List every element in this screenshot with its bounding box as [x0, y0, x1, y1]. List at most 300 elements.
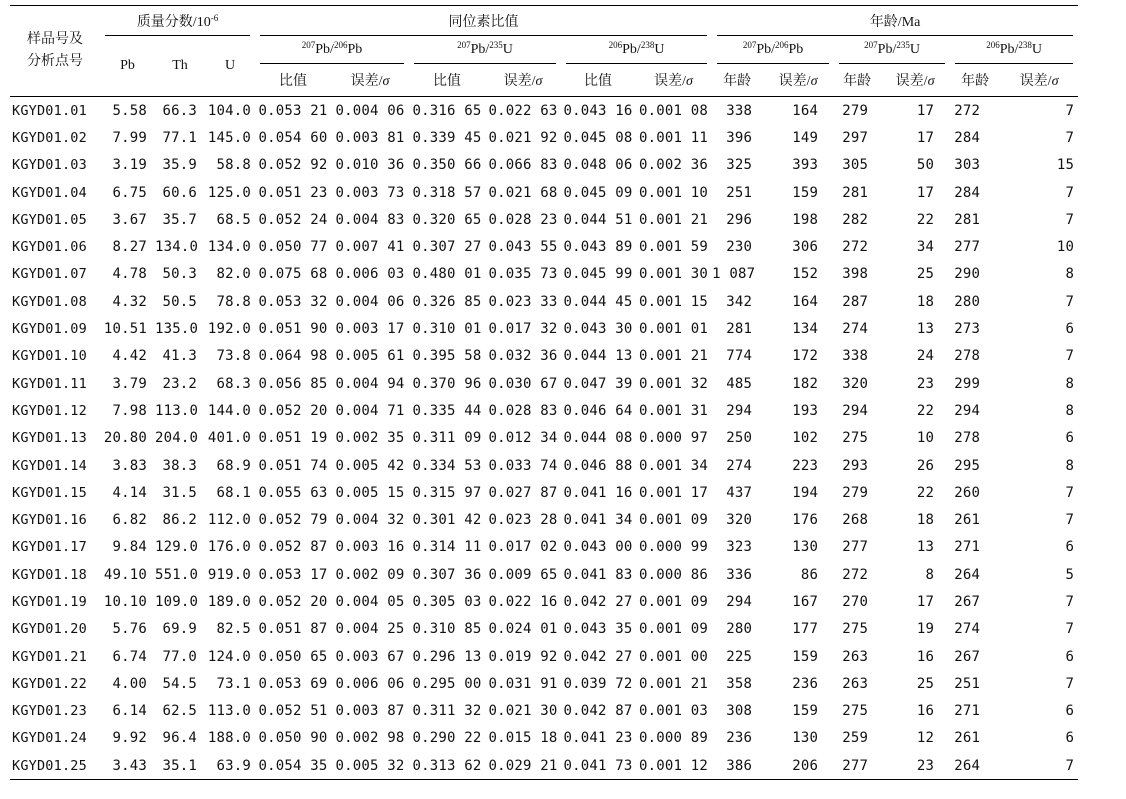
age68-error-cell: 10 — [1056, 239, 1075, 256]
age76-error-cell: 86 — [800, 566, 819, 583]
age76-value-cell: 386 — [726, 757, 753, 774]
pb-value-cell: 49.10 — [103, 566, 147, 583]
age75-error-cell: 23 — [916, 375, 935, 392]
sample-id-cell: KGYD01.24 — [12, 730, 87, 747]
age76-value-cell: 774 — [726, 348, 753, 365]
th-value-cell: 35.1 — [162, 757, 197, 774]
ratio75-value-cell: 0.311 32 — [412, 703, 482, 720]
age68-value-cell: 267 — [954, 593, 981, 610]
ratio-value-header: 比值 — [433, 74, 462, 89]
sample-label-line2: 分析点号 — [27, 54, 83, 69]
ratio68-value-cell: 0.046 88 — [563, 457, 633, 474]
pb-value-cell: 5.58 — [100, 97, 155, 125]
age76-value-cell: 280 — [726, 621, 753, 638]
age75-value-cell: 275 — [842, 621, 869, 638]
ratio75-error-cell: 0.028 23 — [488, 211, 558, 228]
age76-value-cell: 281 — [726, 321, 753, 338]
sample-id-cell: KGYD01.12 — [12, 402, 87, 419]
ratio76-error-cell: 0.003 67 — [335, 648, 405, 665]
age75-value-cell: 277 — [842, 539, 869, 556]
age76-error-cell: 172 — [792, 348, 819, 365]
age-value-header: 年龄 — [723, 74, 752, 89]
ratio68-value-cell: 0.041 16 — [563, 484, 633, 501]
ratio76-value-cell: 0.056 85 — [258, 375, 328, 392]
pb-value-cell: 6.74 — [112, 648, 147, 665]
ratio76-value-cell: 0.051 74 — [258, 457, 328, 474]
ratio68-value-cell: 0.046 64 — [563, 402, 633, 419]
age75-error-cell: 22 — [916, 484, 935, 501]
age68-error-cell: 7 — [1065, 484, 1075, 501]
age68-value-cell: 251 — [954, 675, 981, 692]
ratio68-error-cell: 0.001 59 — [639, 239, 709, 256]
age76-value-cell: 325 — [726, 157, 753, 174]
mass-fraction-exponent: -6 — [210, 13, 219, 23]
age75-value-cell: 263 — [842, 675, 869, 692]
pb-value-cell: 4.14 — [112, 484, 147, 501]
th-value-cell: 109.0 — [155, 593, 199, 610]
table-row — [10, 397, 1078, 424]
th-value-cell: 62.5 — [162, 703, 197, 720]
age75-value-cell: 270 — [842, 593, 869, 610]
ratio68-value-cell: 0.041 83 — [563, 566, 633, 583]
th-value-cell: 77.1 — [162, 129, 197, 146]
pb-value-cell: 3.79 — [112, 375, 147, 392]
ratio68-error-cell: 0.000 99 — [639, 539, 709, 556]
age68-value-cell: 274 — [954, 621, 981, 638]
ratio68-value-cell: 0.041 23 — [563, 730, 633, 747]
ratio68-value-cell: 0.048 06 — [563, 157, 633, 174]
age76-value-cell: 437 — [726, 484, 753, 501]
ratio76-value-cell: 0.050 90 — [258, 730, 328, 747]
age68-value-cell: 264 — [954, 757, 981, 774]
table-row — [10, 206, 1078, 233]
ratio75-value-cell: 0.310 85 — [412, 621, 482, 638]
u-value-cell: 134.0 — [207, 239, 252, 256]
ratio76-value-cell: 0.051 19 — [258, 430, 328, 447]
ratio76-value-cell: 0.051 87 — [258, 621, 328, 638]
age-error-header: 误差/σ — [1019, 74, 1059, 89]
ratio75-value-cell: 0.310 01 — [412, 321, 482, 338]
pb-value-cell: 3.83 — [112, 457, 147, 474]
ratio75-error-cell: 0.066 83 — [488, 157, 558, 174]
age76-error-cell: 167 — [792, 593, 819, 610]
sample-id-cell: KGYD01.02 — [12, 129, 87, 146]
age-pb207-pb206-header: $^{207}$Pb/$^{206}$Pb — [712, 36, 834, 64]
sample-id-cell: KGYD01.21 — [12, 648, 87, 665]
ratio75-error-cell: 0.021 30 — [488, 703, 558, 720]
age76-value-cell: 358 — [726, 675, 753, 692]
age68-value-cell: 278 — [954, 430, 981, 447]
age68-value-cell: 278 — [954, 348, 981, 365]
ratio68-error-cell: 0.000 97 — [639, 430, 709, 447]
ratio76-error-cell: 0.004 25 — [335, 621, 405, 638]
ratio-pb207-u235-header: $^{207}$Pb/$^{235}$U — [409, 36, 561, 64]
age76-value-cell: 485 — [726, 375, 753, 392]
ratio75-value-cell: 0.480 01 — [412, 266, 482, 283]
age76-error-cell: 182 — [792, 375, 819, 392]
u-value-cell: 188.0 — [207, 730, 252, 747]
age75-value-cell: 275 — [842, 430, 869, 447]
age68-value-cell: 261 — [954, 730, 981, 747]
ratio68-value-cell: 0.045 09 — [563, 184, 633, 201]
ratio68-error-cell: 0.001 09 — [639, 593, 709, 610]
pb-value-cell: 7.99 — [112, 129, 147, 146]
ratio76-error-cell: 0.004 06 — [335, 293, 405, 310]
u-value-cell: 125.0 — [207, 184, 252, 201]
age-value-header: 年龄 — [843, 74, 872, 89]
ratio68-value-cell: 0.043 30 — [563, 321, 633, 338]
ratio75-value-cell: 0.290 22 — [412, 730, 482, 747]
ratio68-error-cell: 0.001 31 — [639, 402, 709, 419]
age68-error-cell: 7 — [1065, 621, 1075, 638]
u-value-cell: 104.0 — [205, 97, 255, 125]
sample-id-cell: KGYD01.13 — [12, 430, 87, 447]
ratio75-error-cell: 0.027 87 — [488, 484, 558, 501]
ratio76-value-cell: 0.052 79 — [258, 512, 328, 529]
ratio68-error-cell: 0.001 11 — [639, 129, 709, 146]
pb-value-cell: 3.43 — [112, 757, 147, 774]
age68-value-cell: 303 — [954, 157, 981, 174]
age68-error-cell: 6 — [1065, 703, 1075, 720]
sample-id-cell: KGYD01.01 — [10, 97, 100, 125]
ratio75-error-cell: 0.009 65 — [488, 566, 558, 583]
age68-value-cell: 271 — [954, 703, 981, 720]
table-row — [10, 124, 1078, 151]
age76-error-cell: 149 — [792, 129, 819, 146]
age75-error-cell: 16 — [916, 703, 935, 720]
age68-value-cell: 290 — [954, 266, 981, 283]
ratio76-value-cell: 0.053 69 — [258, 675, 328, 692]
age75-value-cell: 297 — [842, 129, 869, 146]
age76-error-cell: 164 — [792, 293, 819, 310]
pb-value-cell: 9.84 — [112, 539, 147, 556]
table-row — [10, 261, 1078, 288]
ratio76-error-cell: 0.003 17 — [335, 321, 405, 338]
ratio68-value-cell: 0.047 39 — [563, 375, 633, 392]
age76-error-cell: 130 — [792, 539, 819, 556]
age76-error-cell: 194 — [792, 484, 819, 501]
ratio76-error-cell: 0.004 83 — [335, 211, 405, 228]
age68-error-cell: 6 — [1065, 539, 1075, 556]
u-value-cell: 73.1 — [216, 675, 252, 692]
ratio75-error-cell: 0.021 92 — [488, 129, 558, 146]
u-value-cell: 68.1 — [216, 484, 252, 501]
pb-value-cell: 6.75 — [112, 184, 147, 201]
ratio68-value-cell: 0.042 27 — [563, 648, 633, 665]
ratio76-error-cell: 0.004 05 — [335, 593, 405, 610]
table-row — [10, 670, 1078, 697]
age68-value-cell: 261 — [954, 512, 981, 529]
th-value-cell: 551.0 — [155, 566, 199, 583]
table-row — [10, 534, 1078, 561]
sample-id-cell: KGYD01.19 — [12, 593, 87, 610]
age68-error-cell: 8 — [1065, 402, 1075, 419]
ratio76-error-cell: 0.003 73 — [335, 184, 405, 201]
pb-value-cell: 6.14 — [112, 703, 147, 720]
age75-value-cell: 272 — [842, 239, 869, 256]
sample-id-cell: KGYD01.22 — [12, 675, 87, 692]
pb-value-cell: 6.82 — [112, 512, 147, 529]
ratio-value-header: 比值 — [279, 74, 308, 89]
isotope-ratio-group-header: 同位素比值 — [255, 6, 712, 37]
age75-error-cell: 22 — [916, 402, 935, 419]
ratio76-error-cell: 0.003 16 — [335, 539, 405, 556]
ratio-pb206-u238-header: $^{206}$Pb/$^{238}$U — [561, 36, 712, 64]
ratio76-error-cell: 0.005 32 — [335, 757, 405, 774]
ratio76-error-cell: 0.003 87 — [335, 703, 405, 720]
age68-value-cell: 264 — [954, 566, 981, 583]
age76-value-cell: 338 — [712, 97, 762, 125]
ratio75-error-cell: 0.035 73 — [488, 266, 558, 283]
ratio76-value-cell: 0.053 21 — [255, 97, 331, 125]
sample-id-cell: KGYD01.08 — [12, 293, 87, 310]
table-body — [10, 97, 1078, 780]
age76-value-cell: 294 — [726, 402, 753, 419]
ratio76-value-cell: 0.052 87 — [258, 539, 328, 556]
ratio75-value-cell: 0.305 03 — [412, 593, 482, 610]
age76-error-cell: 176 — [792, 512, 819, 529]
table-row — [10, 315, 1078, 342]
u-value-cell: 144.0 — [207, 402, 252, 419]
ratio76-value-cell: 0.064 98 — [258, 348, 328, 365]
ratio68-error-cell: 0.002 36 — [639, 157, 709, 174]
ratio68-error-cell: 0.001 12 — [639, 757, 709, 774]
u-value-cell: 68.9 — [216, 457, 252, 474]
age75-value-cell: 398 — [842, 266, 869, 283]
table-header — [10, 6, 1078, 97]
age76-error-cell: 393 — [792, 157, 819, 174]
age75-error-cell: 12 — [916, 730, 935, 747]
pb-value-cell: 3.19 — [112, 157, 147, 174]
ratio68-value-cell: 0.044 08 — [563, 430, 633, 447]
age68-error-cell: 7 — [1065, 593, 1075, 610]
ratio68-value-cell: 0.044 45 — [563, 293, 633, 310]
age76-value-cell: 294 — [726, 593, 753, 610]
ratio68-value-cell: 0.043 16 — [561, 97, 635, 125]
age-error-header: 误差/σ — [895, 74, 935, 89]
ratio75-error-cell: 0.033 74 — [488, 457, 558, 474]
age76-value-cell: 336 — [726, 566, 753, 583]
ratio76-error-cell: 0.004 71 — [335, 402, 405, 419]
table-row — [10, 698, 1078, 725]
ratio68-error-cell: 0.001 21 — [639, 348, 709, 365]
u-value-cell: 112.0 — [207, 512, 252, 529]
age76-value-cell: 236 — [726, 730, 753, 747]
age75-value-cell: 275 — [842, 703, 869, 720]
table-row — [10, 233, 1078, 260]
age75-value-cell: 305 — [842, 157, 869, 174]
age68-value-cell: 267 — [954, 648, 981, 665]
mass-fraction-group-header — [100, 6, 255, 37]
age76-error-cell: 152 — [792, 266, 819, 283]
ratio68-error-cell: 0.001 10 — [639, 184, 709, 201]
ratio76-value-cell: 0.050 77 — [258, 239, 328, 256]
ratio75-value-cell: 0.307 36 — [412, 566, 482, 583]
u-value-cell: 113.0 — [207, 703, 252, 720]
ratio75-value-cell: 0.301 42 — [412, 512, 482, 529]
age68-error-cell: 8 — [1065, 266, 1075, 283]
pb-value-cell: 7.98 — [112, 402, 147, 419]
ratio68-error-cell: 0.001 21 — [639, 675, 709, 692]
table-row — [10, 343, 1078, 370]
ratio76-value-cell: 0.052 20 — [258, 593, 328, 610]
age75-value-cell: 279 — [834, 97, 880, 125]
ratio75-error-cell: 0.029 21 — [488, 757, 558, 774]
ratio68-value-cell: 0.041 34 — [563, 512, 633, 529]
age75-value-cell: 274 — [842, 321, 869, 338]
age-pb206-u238-header: $^{206}$Pb/$^{238}$U — [950, 36, 1078, 64]
ratio68-value-cell: 0.043 89 — [563, 239, 633, 256]
table-row — [10, 97, 1078, 125]
age68-error-cell: 8 — [1065, 457, 1075, 474]
table-row — [10, 479, 1078, 506]
age76-error-cell: 134 — [792, 321, 819, 338]
age76-value-cell: 1 087 — [712, 266, 756, 283]
ratio75-value-cell: 0.334 53 — [412, 457, 482, 474]
ratio68-error-cell: 0.001 30 — [639, 266, 709, 283]
sample-id-cell: KGYD01.16 — [12, 512, 87, 529]
ratio68-error-cell: 0.001 21 — [639, 211, 709, 228]
ratio76-error-cell: 0.004 06 — [331, 97, 409, 125]
sample-id-cell: KGYD01.17 — [12, 539, 87, 556]
sample-id-cell: KGYD01.07 — [12, 266, 87, 283]
age75-error-cell: 17 — [880, 97, 950, 125]
sample-id-cell: KGYD01.10 — [12, 348, 87, 365]
ratio75-value-cell: 0.318 57 — [412, 184, 482, 201]
table-row — [10, 179, 1078, 206]
ratio75-value-cell: 0.395 58 — [412, 348, 482, 365]
pb-value-cell: 4.00 — [112, 675, 147, 692]
age75-error-cell: 22 — [916, 211, 935, 228]
age-value-header: 年龄 — [961, 74, 990, 89]
age76-error-cell: 159 — [792, 184, 819, 201]
ratio75-value-cell: 0.350 66 — [412, 157, 482, 174]
age68-error-cell: 7 — [1065, 512, 1075, 529]
ratio68-value-cell: 0.043 00 — [563, 539, 633, 556]
sample-id-cell: KGYD01.14 — [12, 457, 87, 474]
age68-error-cell: 7 — [1065, 129, 1075, 146]
ratio75-error-cell: 0.021 68 — [488, 184, 558, 201]
age68-value-cell: 273 — [954, 321, 981, 338]
ratio76-value-cell: 0.075 68 — [258, 266, 328, 283]
u-value-cell: 919.0 — [207, 566, 252, 583]
age76-error-cell: 177 — [792, 621, 819, 638]
ratio75-error-cell: 0.028 83 — [488, 402, 558, 419]
age68-value-cell: 294 — [954, 402, 981, 419]
ratio76-value-cell: 0.052 92 — [258, 157, 328, 174]
u-value-cell: 82.5 — [216, 621, 252, 638]
age68-error-cell: 7 — [1065, 293, 1075, 310]
table-row — [10, 616, 1078, 643]
age-group-header: 年龄/Ma — [712, 6, 1078, 37]
age68-error-cell: 5 — [1065, 566, 1075, 583]
ratio76-value-cell: 0.050 65 — [258, 648, 328, 665]
ratio76-error-cell: 0.002 98 — [335, 730, 405, 747]
pb-header: Pb — [120, 58, 135, 73]
sample-id-cell: KGYD01.23 — [12, 703, 87, 720]
ratio75-error-cell: 0.019 92 — [488, 648, 558, 665]
age76-value-cell: 250 — [726, 430, 753, 447]
sample-id-cell: KGYD01.15 — [12, 484, 87, 501]
ratio-error-header: 误差/σ — [654, 74, 693, 89]
pb-value-cell: 4.42 — [112, 348, 147, 365]
age68-error-cell: 7 — [1065, 211, 1075, 228]
ratio75-error-cell: 0.031 91 — [488, 675, 558, 692]
age68-error-cell: 6 — [1065, 321, 1075, 338]
sample-id-cell: KGYD01.06 — [12, 239, 87, 256]
th-value-cell: 113.0 — [155, 402, 199, 419]
sample-id-cell: KGYD01.05 — [12, 211, 87, 228]
age75-error-cell: 18 — [916, 293, 935, 310]
u-value-cell: 73.8 — [216, 348, 252, 365]
age76-error-cell: 236 — [792, 675, 819, 692]
table-row — [10, 425, 1078, 452]
age-pb207-u235-header: $^{207}$Pb/$^{235}$U — [834, 36, 950, 64]
table-row — [10, 561, 1078, 588]
ratio76-value-cell: 0.053 32 — [258, 293, 328, 310]
ratio76-error-cell: 0.004 94 — [335, 375, 405, 392]
age75-error-cell: 34 — [916, 239, 935, 256]
age68-value-cell: 295 — [954, 457, 981, 474]
th-value-cell: 86.2 — [162, 512, 197, 529]
age75-error-cell: 10 — [916, 430, 935, 447]
ratio76-error-cell: 0.006 03 — [335, 266, 405, 283]
age75-error-cell: 23 — [916, 757, 935, 774]
ratio76-error-cell: 0.006 06 — [335, 675, 405, 692]
sample-id-cell: KGYD01.11 — [12, 375, 87, 392]
u-value-cell: 68.5 — [216, 211, 252, 228]
age75-error-cell: 17 — [916, 593, 935, 610]
ratio75-value-cell: 0.320 65 — [412, 211, 482, 228]
th-value-cell: 69.9 — [162, 621, 197, 638]
ratio68-value-cell: 0.044 13 — [563, 348, 633, 365]
ratio68-error-cell: 0.001 15 — [639, 293, 709, 310]
ratio76-error-cell: 0.005 15 — [335, 484, 405, 501]
th-value-cell: 134.0 — [155, 239, 199, 256]
u-value-cell: 401.0 — [207, 430, 252, 447]
th-value-cell: 96.4 — [162, 730, 197, 747]
u-value-cell: 78.8 — [216, 293, 252, 310]
age68-error-cell: 7 — [1065, 184, 1075, 201]
th-value-cell: 50.5 — [162, 293, 197, 310]
ratio75-value-cell: 0.335 44 — [412, 402, 482, 419]
ratio-error-header: 误差/σ — [503, 74, 543, 89]
sample-id-header — [10, 6, 100, 97]
table-row — [10, 725, 1078, 752]
age76-value-cell: 308 — [726, 703, 753, 720]
sample-id-cell: KGYD01.04 — [12, 184, 87, 201]
age75-value-cell: 282 — [842, 211, 869, 228]
ratio76-error-cell: 0.002 09 — [335, 566, 405, 583]
ratio76-error-cell: 0.003 81 — [335, 129, 405, 146]
age68-error-cell: 15 — [1056, 157, 1075, 174]
ratio76-value-cell: 0.051 90 — [258, 321, 328, 338]
ratio76-error-cell: 0.005 61 — [335, 348, 405, 365]
ratio68-error-cell: 0.001 03 — [639, 703, 709, 720]
age76-error-cell: 193 — [792, 402, 819, 419]
ratio75-value-cell: 0.311 09 — [412, 430, 482, 447]
age68-value-cell: 280 — [954, 293, 981, 310]
age76-value-cell: 274 — [726, 457, 753, 474]
age76-value-cell: 342 — [726, 293, 753, 310]
age68-error-cell: 6 — [1065, 430, 1075, 447]
u-value-cell: 145.0 — [207, 129, 252, 146]
ratio68-error-cell: 0.001 00 — [639, 648, 709, 665]
th-value-cell: 31.5 — [162, 484, 197, 501]
th-value-cell: 23.2 — [162, 375, 197, 392]
ratio75-error-cell: 0.022 16 — [488, 593, 558, 610]
pb-value-cell: 9.92 — [112, 730, 147, 747]
